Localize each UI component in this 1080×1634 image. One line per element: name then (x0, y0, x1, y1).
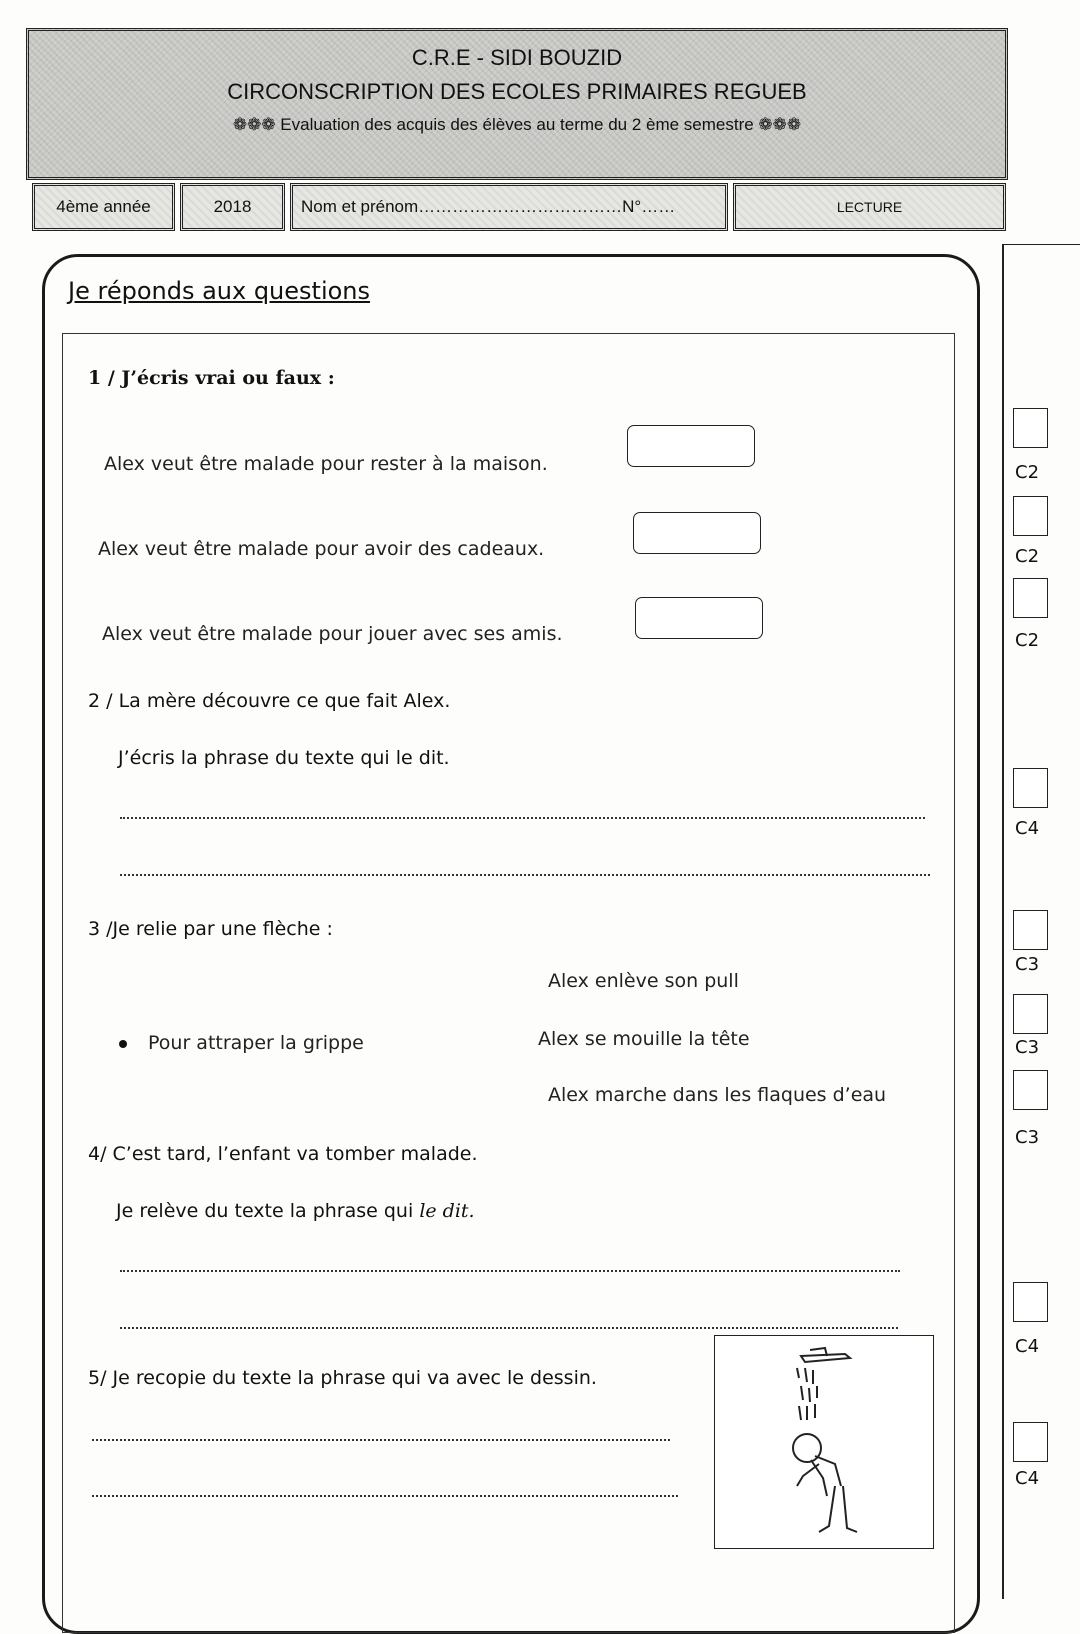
subject-cell (733, 183, 1006, 231)
q2-answer-line-1[interactable] (120, 815, 925, 819)
header-line-2: CIRCONSCRIPTION DES ECOLES PRIMAIRES REGUEB (227, 79, 807, 104)
q5-title: 5/ Je recopie du texte la phrase qui va avec le dessin. (88, 1367, 597, 1389)
score-box-6[interactable] (1013, 994, 1048, 1034)
name-field[interactable] (290, 183, 728, 231)
grade-cell (32, 183, 175, 231)
q1-answer-box-2[interactable] (633, 512, 761, 554)
q3-right-item-2: Alex se mouille la tête (538, 1028, 750, 1050)
score-box-5[interactable] (1013, 910, 1048, 950)
q3-left-item: Pour attraper la grippe (148, 1032, 364, 1054)
year-text: 2018 (213, 197, 252, 216)
subject-text: LECTURE (836, 199, 903, 215)
year-cell (180, 183, 285, 231)
criterion-label-4: C4 (1015, 818, 1040, 839)
q4-title: 4/ C’est tard, l’enfant va tomber malade. (88, 1143, 478, 1165)
q4-instruction (116, 1200, 475, 1222)
q3-title: 3 /Je relie par une flèche : (88, 918, 333, 940)
score-box-7[interactable] (1013, 1070, 1048, 1110)
q1-answer-box-1[interactable] (627, 425, 755, 467)
score-box-2[interactable] (1013, 496, 1048, 536)
criterion-label-5: C3 (1015, 954, 1040, 975)
q1-item-3: Alex veut être malade pour jouer avec ses amis. (102, 623, 563, 645)
section-title: Je réponds aux questions (68, 277, 371, 305)
q1-answer-box-3[interactable] (635, 597, 763, 639)
score-box-3[interactable] (1013, 578, 1048, 618)
margin-rule-top (1002, 244, 1080, 245)
name-field-label: Nom et prénom………………………………N°…… (301, 197, 676, 216)
header-line-3: ❁❁❁ Evaluation des acquis des élèves au terme du 2 ème semestre ❁❁❁ (232, 115, 802, 134)
q3-right-item-1: Alex enlève son pull (548, 970, 739, 992)
criterion-label-8: C4 (1015, 1336, 1040, 1357)
header-line-1: C.R.E - SIDI BOUZID (411, 45, 623, 70)
criterion-label-7: C3 (1015, 1127, 1040, 1148)
bullet-icon (119, 1040, 127, 1048)
grade-text: 4ème année (56, 197, 151, 216)
q1-title: 1 / J’écris vrai ou faux : (88, 367, 335, 389)
q4-answer-line-1[interactable] (120, 1268, 900, 1272)
q3-right-item-3: Alex marche dans les flaques d’eau (548, 1084, 887, 1106)
q1-item-2: Alex veut être malade pour avoir des cadeaux. (98, 538, 545, 560)
q5-answer-line-1[interactable] (92, 1437, 670, 1441)
criterion-label-9: C4 (1015, 1468, 1040, 1489)
q1-item-1: Alex veut être malade pour rester à la maison. (104, 453, 548, 475)
q2-title: 2 / La mère découvre ce que fait Alex. (88, 690, 451, 712)
score-box-4[interactable] (1013, 768, 1048, 808)
illustration-frame (714, 1335, 934, 1549)
q4-answer-line-2[interactable] (120, 1325, 898, 1329)
criterion-label-3: C2 (1015, 630, 1040, 651)
criterion-label-2: C2 (1015, 546, 1040, 567)
criterion-label-1: C2 (1015, 462, 1040, 483)
q4-handwritten: le dit. (419, 1200, 475, 1222)
criterion-label-6: C3 (1015, 1037, 1040, 1058)
score-box-8[interactable] (1013, 1282, 1048, 1322)
q4-instruction-text: Je relève du texte la phrase qui (116, 1200, 414, 1222)
margin-rule (1002, 244, 1004, 1599)
q2-answer-line-2[interactable] (120, 872, 930, 876)
score-box-9[interactable] (1013, 1422, 1048, 1462)
q5-answer-line-2[interactable] (92, 1493, 678, 1497)
score-box-1[interactable] (1013, 408, 1048, 448)
child-under-water-drawing (715, 1336, 933, 1548)
header-banner (26, 28, 1008, 180)
q2-instruction: J’écris la phrase du texte qui le dit. (118, 747, 450, 769)
